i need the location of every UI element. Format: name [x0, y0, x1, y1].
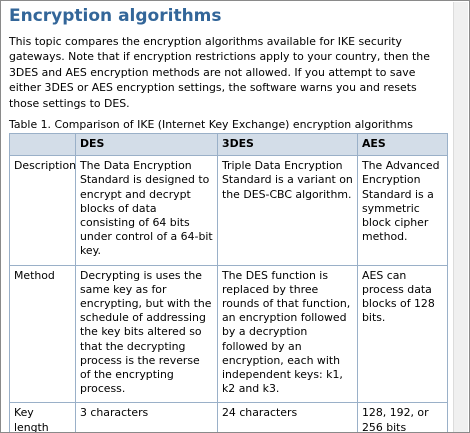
row-label-description: Description	[10, 156, 76, 265]
table-row	[10, 156, 448, 265]
intro-paragraph: This topic compares the encryption algorithms available for IKE security gateways. Note that if encryption restrictions apply to your country, then the 3DES and AES encryption methods are not allowed. If you attempt to save either 3DES or AES encryption settings, the software warns you and resets those settings to DES.	[9, 35, 430, 110]
row-label-method: Method	[10, 265, 76, 403]
cell-des-description: The Data Encryption Standard is designed to encrypt and decrypt blocks of data consisting of 64 bits under control of a 64-bit key.	[76, 156, 218, 265]
comparison-table	[9, 133, 448, 432]
cell-aes-method: AES can process data blocks of 128 bits.	[358, 265, 448, 403]
table-header-row	[10, 134, 448, 156]
table-row	[10, 403, 448, 432]
header-corner	[10, 134, 76, 156]
table-row	[10, 265, 448, 403]
vertical-scrollbar[interactable]	[453, 2, 468, 432]
cell-3des-key-length: 24 characters	[218, 403, 358, 432]
cell-des-key-length: 3 characters	[76, 403, 218, 432]
cell-3des-description: Triple Data Encryption Standard is a variant on the DES-CBC algorithm.	[218, 156, 358, 265]
header-3des: 3DES	[218, 134, 358, 156]
header-aes: AES	[358, 134, 448, 156]
table-caption: Table 1. Comparison of IKE (Internet Key Exchange) encryption algorithms	[9, 118, 413, 132]
cell-des-method: Decrypting is uses the same key as for encrypting, but with the schedule of addressing the key bits altered so that the decrypting process is the reverse of the encrypting process.	[76, 265, 218, 403]
cell-3des-method: The DES function is replaced by three rounds of that function, an encryption followed by a decryption followed by an encryption, each with independent keys: k1, k2 and k3.	[218, 265, 358, 403]
header-des: DES	[76, 134, 218, 156]
row-label-key-length: Key length	[10, 403, 76, 432]
cell-aes-key-length: 128, 192, or 256 bits	[358, 403, 448, 432]
cell-aes-description: The Advanced Encryption Standard is a symmetric block cipher method.	[358, 156, 448, 265]
page-title: Encryption algorithms	[9, 6, 222, 26]
help-content	[2, 2, 454, 432]
